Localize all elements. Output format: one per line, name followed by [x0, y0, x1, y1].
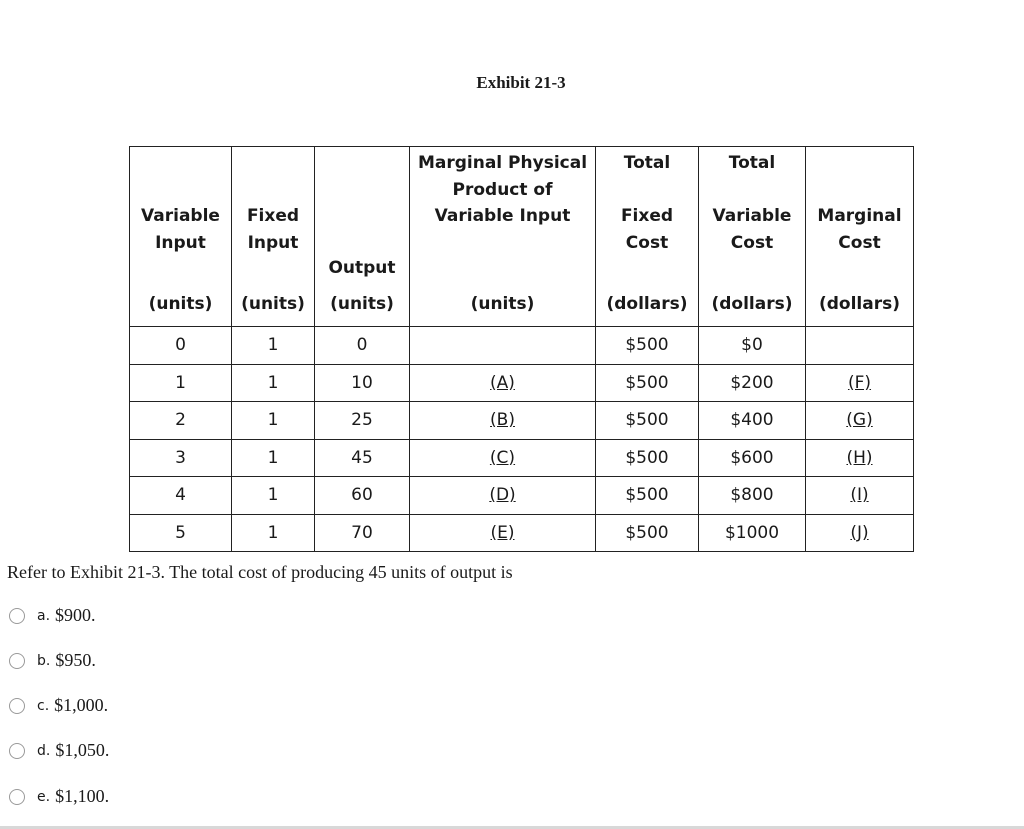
option-value: $1,050. [55, 740, 110, 760]
answer-option-c[interactable] [9, 695, 108, 716]
col-header-unit: (units) [470, 294, 535, 314]
col-header-label-top: Total [728, 153, 776, 173]
cell-total-variable-cost: $600 [699, 439, 806, 477]
cell-marginal-physical-product [410, 477, 596, 515]
cell-marginal-cost [806, 402, 914, 440]
cell-variable-input: 4 [130, 477, 232, 515]
cell-marginal-cost [806, 514, 914, 552]
cell-marginal-cost [806, 327, 914, 365]
cell-fixed-input: 1 [232, 364, 315, 402]
col-header-fixed-input [232, 147, 315, 327]
table-row [130, 477, 914, 515]
col-header-variable-input [130, 147, 232, 327]
cell-marginal-physical-product [410, 327, 596, 365]
cell-fixed-input: 1 [232, 477, 315, 515]
blank-label: (F) [847, 372, 872, 393]
col-header-label: Fixed Input [246, 206, 300, 253]
answer-option-a[interactable] [9, 605, 96, 626]
cell-variable-input: 5 [130, 514, 232, 552]
option-letter: b. [37, 652, 51, 669]
cell-marginal-physical-product [410, 439, 596, 477]
cell-variable-input: 0 [130, 327, 232, 365]
cell-variable-input: 2 [130, 402, 232, 440]
cell-total-fixed-cost: $500 [596, 364, 699, 402]
cell-marginal-physical-product [410, 402, 596, 440]
table-row [130, 514, 914, 552]
cell-total-variable-cost: $400 [699, 402, 806, 440]
cell-output: 10 [315, 364, 410, 402]
col-header-label-top: Total [623, 153, 671, 173]
option-value: $1,100. [55, 786, 110, 806]
col-header-unit: (units) [241, 294, 305, 314]
col-header-label: Marginal Physical Product of Variable Input [417, 153, 588, 226]
col-header-label: Variable Input [141, 206, 220, 253]
col-header-marginal-physical-product [410, 147, 596, 327]
cell-marginal-cost [806, 439, 914, 477]
cell-total-fixed-cost: $500 [596, 327, 699, 365]
radio-button[interactable] [9, 743, 25, 759]
col-header-label: Fixed Cost [620, 206, 674, 253]
option-letter: a. [37, 607, 51, 624]
cell-total-fixed-cost: $500 [596, 402, 699, 440]
blank-label: (E) [490, 522, 515, 543]
col-header-total-fixed-cost [596, 147, 699, 327]
answer-option-b[interactable] [9, 650, 96, 671]
col-header-unit: (dollars) [606, 294, 688, 314]
cell-marginal-cost [806, 477, 914, 515]
exhibit-title: Exhibit 21-3 [476, 73, 566, 92]
cell-output: 70 [315, 514, 410, 552]
question-text: Refer to Exhibit 21-3. The total cost of producing 45 units of output is [7, 562, 513, 582]
option-letter: c. [37, 697, 50, 714]
blank-label: (D) [489, 485, 516, 506]
blank-label: (G) [846, 410, 873, 431]
blank-label: (A) [490, 372, 515, 393]
radio-button[interactable] [9, 608, 25, 624]
blank-label: (H) [846, 447, 873, 468]
table-row [130, 439, 914, 477]
table-row [130, 364, 914, 402]
cell-total-variable-cost: $800 [699, 477, 806, 515]
exhibit-table [129, 146, 914, 552]
col-header-unit: (dollars) [818, 294, 900, 314]
cell-output: 60 [315, 477, 410, 515]
radio-button[interactable] [9, 653, 25, 669]
col-header-label: Output [328, 258, 396, 278]
cell-total-fixed-cost: $500 [596, 439, 699, 477]
blank-label: (J) [850, 522, 869, 543]
table-row [130, 327, 914, 365]
option-value: $950. [55, 650, 96, 670]
answer-option-e[interactable] [9, 786, 109, 807]
cell-marginal-physical-product [410, 364, 596, 402]
col-header-unit: (units) [148, 294, 213, 314]
cell-total-variable-cost: $0 [699, 327, 806, 365]
cell-fixed-input: 1 [232, 439, 315, 477]
col-header-unit: (units) [330, 294, 394, 314]
cell-output: 45 [315, 439, 410, 477]
cell-total-variable-cost: $1000 [699, 514, 806, 552]
cell-total-fixed-cost: $500 [596, 514, 699, 552]
option-value: $1,000. [54, 695, 109, 715]
col-header-unit: (dollars) [711, 294, 793, 314]
blank-label: (B) [490, 410, 515, 431]
option-value: $900. [55, 605, 96, 625]
col-header-label: Marginal Cost [817, 206, 902, 253]
table-header-row [130, 147, 914, 327]
cell-total-fixed-cost: $500 [596, 477, 699, 515]
cell-marginal-physical-product [410, 514, 596, 552]
cell-output: 25 [315, 402, 410, 440]
col-header-label: Variable Cost [712, 206, 792, 253]
col-header-output [315, 147, 410, 327]
cell-marginal-cost [806, 364, 914, 402]
cell-fixed-input: 1 [232, 514, 315, 552]
col-header-total-variable-cost [699, 147, 806, 327]
table-row [130, 402, 914, 440]
option-letter: e. [37, 788, 51, 805]
answer-option-d[interactable] [9, 740, 109, 761]
cell-output: 0 [315, 327, 410, 365]
blank-label: (C) [489, 447, 516, 468]
cell-total-variable-cost: $200 [699, 364, 806, 402]
cell-variable-input: 1 [130, 364, 232, 402]
col-header-marginal-cost [806, 147, 914, 327]
cell-fixed-input: 1 [232, 327, 315, 365]
radio-button[interactable] [9, 789, 25, 805]
cell-fixed-input: 1 [232, 402, 315, 440]
blank-label: (I) [850, 485, 869, 506]
cell-variable-input: 3 [130, 439, 232, 477]
option-letter: d. [37, 742, 51, 759]
radio-button[interactable] [9, 698, 25, 714]
